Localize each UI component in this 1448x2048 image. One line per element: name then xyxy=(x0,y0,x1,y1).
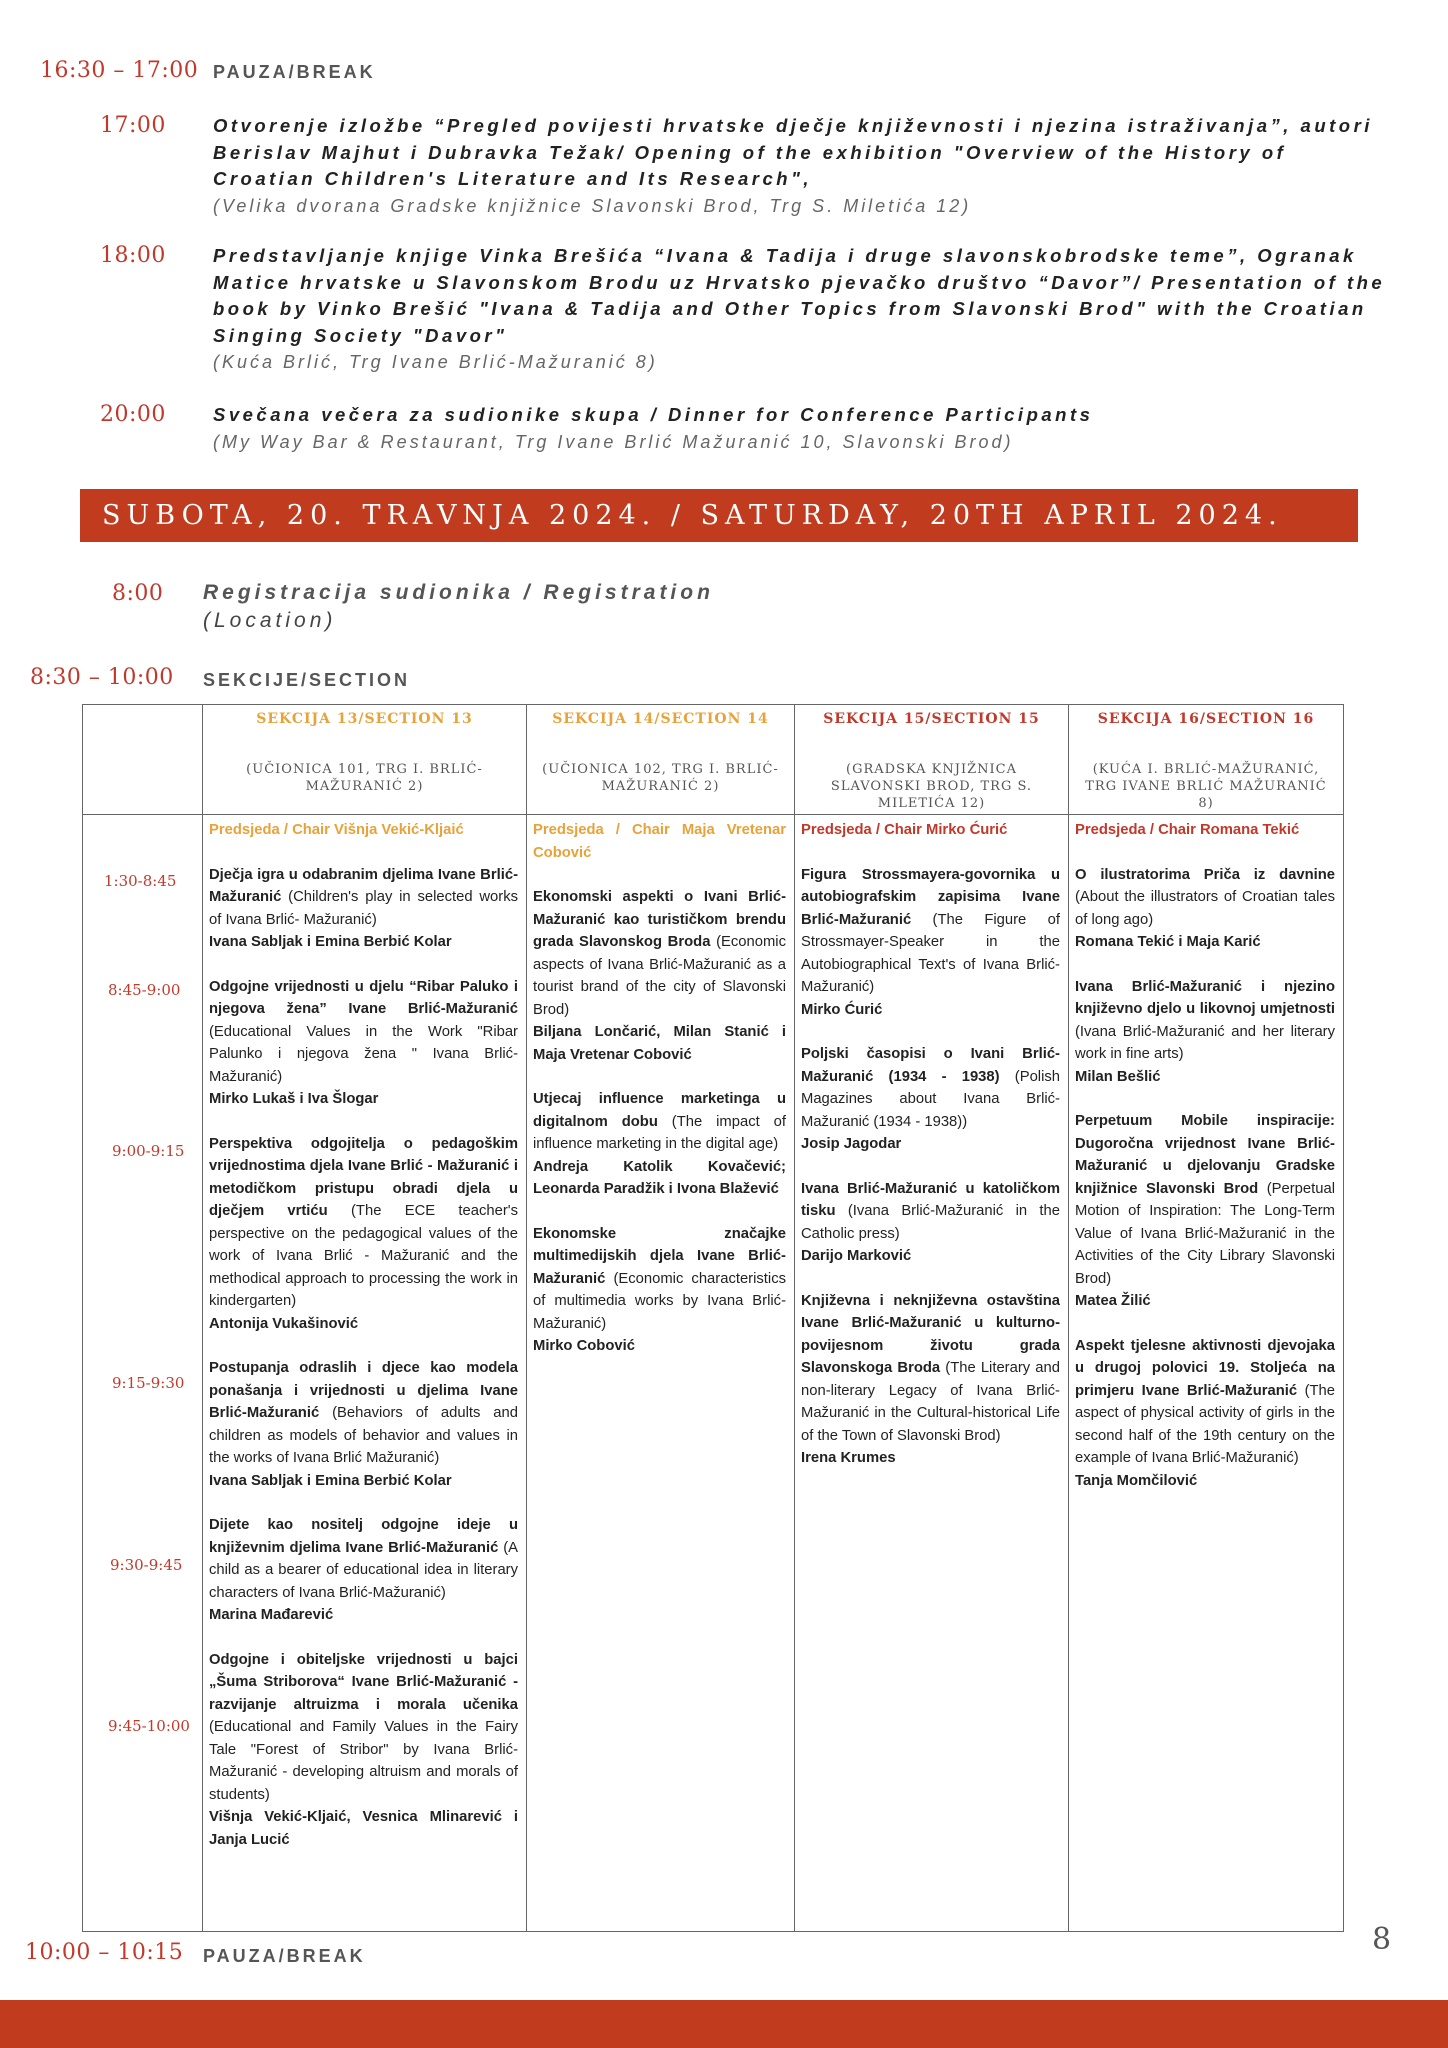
talk-desc: (The Figure of Strossmayer-Speaker in the Autobiographical Text's of Ivana Brlić-Mažuranić) xyxy=(801,911,1060,995)
talk-desc: (Educational Values in the Work "Ribar Palunko i njegova žena " Ivana Brlić-Mažuranić) xyxy=(209,1023,518,1085)
talk-desc: (Behaviors of adults and children as models of behavior and values in the works of Ivana Brlić Mažuranić) xyxy=(209,1405,518,1466)
talk-authors: Matea Žilić xyxy=(1075,1293,1151,1309)
break-label: PAUZA/BREAK xyxy=(203,1946,366,1966)
talk-desc: (The impact of influence marketing in the digital age) xyxy=(533,1113,786,1152)
talk-title: Figura Strossmayera-govornika u autobiografskim zapisima Ivane Brlić-Mažuranić xyxy=(801,866,1060,928)
talk-item xyxy=(209,864,518,954)
talk-desc: (Polish Magazines about Ivana Brlić-Mažuranić (1934 - 1938)) xyxy=(801,1068,1061,1130)
section-16-header xyxy=(1069,705,1344,815)
sections-table xyxy=(82,704,1344,1932)
registration-label: Registracija sudionika / Registration xyxy=(203,581,714,604)
talk-title: Perpetuum Mobile inspiracije: Dugoročna vrijednost Ivane Brlić-Mažuranić u djelovanju Gradske knjižnice Slavonski Brod xyxy=(1075,1113,1335,1197)
talk-item xyxy=(209,976,518,1111)
page-number: 8 xyxy=(1372,1922,1392,1957)
talk-desc: (Ivana Brlić-Mažuranić in the Catholic press) xyxy=(801,1203,1060,1242)
talk-authors: Mirko Ćurić xyxy=(801,1001,883,1018)
talk-desc: (About the illustrators of Croatian tales of long ago) xyxy=(1075,889,1335,928)
section-14-column xyxy=(527,815,795,1932)
talk-authors: Antonija Vukašinović xyxy=(209,1315,359,1332)
talk-title: Ekonomski aspekti o Ivani Brlić-Mažuranić kao turističkom brendu grada Slavonskog Broda xyxy=(533,889,786,950)
event-title: Predstavljanje knjige Vinka Brešića “Ivana & Tadija i druge slavonskobrodske teme”, Ogranak Matice hrvatske u Slavonskom Brodu uz Hrvatsko pjevačko društvo “Davor”/ Presentation of the book by Vinko Brešić "Ivana & Tadija and Other Topics from Slavonski Brod" with the Croatian Singing Society "Davor" xyxy=(213,245,1386,346)
talk-authors: Irena Krumes xyxy=(801,1450,896,1466)
section-room: (GRADSKA KNJIŽNICA SLAVONSKI BROD, TRG S. MILETIĆA 12) xyxy=(830,762,1033,811)
talk-authors: Tanja Momčilović xyxy=(1075,1472,1198,1489)
talk-item xyxy=(209,1133,518,1336)
section-room: (UČIONICA 101, TRG I. BRLIĆ-MAŽURANIĆ 2) xyxy=(246,762,483,794)
talk-title: Dijete kao nositelj odgojne ideje u književnim djelima Ivane Brlić-Mažuranić xyxy=(209,1517,518,1556)
talk-item xyxy=(209,1357,518,1492)
talk-authors: Andreja Katolik Kovačević; Leonarda Paradžik i Ivona Blažević xyxy=(533,1158,786,1197)
event-exhibition xyxy=(213,113,1393,219)
talk-item xyxy=(1075,864,1335,954)
talk-desc: (Ivana Brlić-Mažuranić and her literary work in fine arts) xyxy=(1075,1023,1335,1062)
talk-item xyxy=(533,1088,786,1201)
registration-time: 8:00 xyxy=(112,581,164,606)
section-15-header xyxy=(795,705,1069,815)
talk-authors: Biljana Lončarić, Milan Stanić i Maja Vretenar Cobović xyxy=(533,1024,786,1063)
talk-title: Ivana Brlić-Mažuranić i njezino književno djelo u likovnoj umjetnosti xyxy=(1075,978,1335,1017)
event-location: (Velika dvorana Gradske knjižnice Slavonski Brod, Trg S. Miletića 12) xyxy=(213,195,972,216)
chair: Predsjeda / Chair Višnja Vekić-Kljaić xyxy=(209,822,464,838)
talk-title: Perspektiva odgojitelja o pedagoškim vrijednostima djela Ivane Brlić - Mažuranić i metodičkom pristupu obradi djela u dječjem vrtiću xyxy=(209,1135,518,1219)
break-label: PAUZA/BREAK xyxy=(213,62,376,82)
talk-desc: (Educational and Family Values in the Fairy Tale "Forest of Stribor" by Ivana Brlić-Mažuranić - developing altruism and morals of students) xyxy=(209,1719,518,1803)
talk-item xyxy=(1075,976,1335,1089)
chair: Predsjeda / Chair Romana Tekić xyxy=(1075,822,1300,838)
registration-location: (Location) xyxy=(203,609,337,632)
talk-authors: Marina Mađarević xyxy=(209,1607,334,1623)
day-banner: SUBOTA, 20. TRAVNJA 2024. / SATURDAY, 20TH APRIL 2024. xyxy=(80,489,1358,542)
talk-item xyxy=(801,864,1060,1022)
time-header-cell xyxy=(83,705,203,815)
section-title: SEKCIJA 16/SECTION 16 xyxy=(1097,711,1315,727)
talk-item xyxy=(801,1043,1060,1156)
event-location: (Kuća Brlić, Trg Ivane Brlić-Mažuranić 8) xyxy=(213,352,658,372)
talk-authors: Ivana Sabljak i Emina Berbić Kolar xyxy=(209,934,452,950)
talk-title: O ilustratorima Priča iz davnine xyxy=(1075,866,1335,883)
section-13-header xyxy=(203,705,527,815)
event-book-presentation xyxy=(213,243,1393,376)
talk-item xyxy=(801,1178,1060,1268)
talk-desc: (The aspect of physical activity of girls in the second half of the 19th century on the example of Ivana Brlić-Mažuranić) xyxy=(1075,1382,1335,1466)
section-title: SEKCIJA 14/SECTION 14 xyxy=(552,711,769,727)
section-16-column xyxy=(1069,815,1344,1932)
talk-title: Dječja igra u odabranim djelima Ivane Brlić-Mažuranić xyxy=(209,866,518,905)
event-dinner xyxy=(213,402,1393,455)
event-time: 20:00 xyxy=(100,402,166,427)
talk-item xyxy=(533,886,786,1066)
talk-desc: (Economic aspects of Ivana Brlić-Mažuranić as a tourist brand of the city of Slavonski Brod) xyxy=(533,934,786,1018)
talk-authors: Višnja Vekić-Kljaić, Vesnica Mlinarević i Janja Lucić xyxy=(209,1809,518,1848)
talk-item xyxy=(1075,1335,1335,1493)
time-slot: 9:15-9:30 xyxy=(112,1374,185,1392)
talk-title: Književna i neknjiževna ostavština Ivane Brlić-Mažuranić u kulturno-povijesnom životu grada Slavonskoga Broda xyxy=(801,1292,1060,1376)
talk-title: Ekonomske značajke multimedijskih djela Ivane Brlić- Mažuranić xyxy=(533,1225,786,1287)
talk-item xyxy=(533,1223,786,1358)
talk-item xyxy=(209,1514,518,1627)
table-header-row xyxy=(83,705,1344,815)
talk-authors: Darijo Marković xyxy=(801,1248,912,1264)
chair: Predsjeda / Chair Mirko Ćurić xyxy=(801,822,1008,838)
break-time: 16:30 – 17:00 xyxy=(40,58,199,83)
talk-title: Odgojne i obiteljske vrijednosti u bajci „Šuma Striborova“ Ivane Brlić-Mažuranić - razvijanje altruizma i morala učenika xyxy=(209,1651,518,1713)
footer-bar xyxy=(0,2000,1448,2048)
event-time: 17:00 xyxy=(100,113,166,138)
section-13-column xyxy=(203,815,527,1932)
time-slot: 9:30-9:45 xyxy=(110,1556,183,1574)
event-title: Otvorenje izložbe “Pregled povijesti hrvatske dječje književnosti i njezina istraživanja”, autori Berislav Majhut i Dubravka Težak/ Opening of the exhibition "Overview of the History of Croatian Children's Literature and Its Research", xyxy=(213,115,1373,189)
talk-item xyxy=(209,1649,518,1852)
talk-desc: (The Literary and non-literary Legacy of Ivana Brlić-Mažuranić in the Cultural-historical Life of the Town of Slavonski Brod) xyxy=(801,1360,1060,1444)
time-slot: 8:45-9:00 xyxy=(108,981,181,999)
talk-title: Aspekt tjelesne aktivnosti djevojaka u drugoj polovici 19. Stoljeća na primjeru Ivane Brlić-Mažuranić xyxy=(1075,1337,1335,1399)
talk-authors: Milan Bešlić xyxy=(1075,1068,1161,1085)
table-body-row xyxy=(83,815,1344,1932)
section-room: (KUĆA I. BRLIĆ-MAŽURANIĆ, TRG IVANE BRLIĆ MAŽURANIĆ 8) xyxy=(1085,762,1327,811)
talk-title: Utjecaj influence marketinga u digitalnom dobu xyxy=(533,1091,786,1130)
talk-authors: Mirko Lukaš i Iva Šlogar xyxy=(209,1091,379,1107)
section-title: SEKCIJA 13/SECTION 13 xyxy=(256,711,473,727)
talk-item xyxy=(1075,1110,1335,1313)
talk-authors: Ivana Sabljak i Emina Berbić Kolar xyxy=(209,1472,452,1489)
talk-title: Poljski časopisi o Ivani Brlić-Mažuranić (1934 - 1938) xyxy=(801,1046,1060,1085)
talk-desc: (The ECE teacher's perspective on the pedagogical values of the work of Ivana Brlić - Mažuranić and the methodical approach to processing the work in kindergarten) xyxy=(209,1203,519,1309)
talk-desc: (Perpetual Motion of Inspiration: The Long-Term Value of Ivana Brlić-Mažuranić in the Activities of the City Library Slavonski Brod) xyxy=(1075,1180,1335,1287)
talk-desc: (A child as a bearer of educational idea in literary characters of Ivana Brlić-Mažuranić) xyxy=(209,1539,518,1601)
time-slot: 9:00-9:15 xyxy=(112,1142,185,1160)
break-time: 10:00 – 10:15 xyxy=(25,1940,184,1965)
session-label: SEKCIJE/SECTION xyxy=(203,670,411,690)
talk-desc: (Children's play in selected works of Ivana Brlić- Mažuranić) xyxy=(209,889,518,928)
section-15-column xyxy=(795,815,1069,1932)
chair: Predsjeda / Chair Maja Vretenar Cobović xyxy=(533,822,786,861)
talk-item xyxy=(801,1290,1060,1470)
event-title: Svečana večera za sudionike skupa / Dinner for Conference Participants xyxy=(213,404,1094,425)
session-time: 8:30 – 10:00 xyxy=(30,665,174,690)
section-14-header xyxy=(527,705,795,815)
talk-title: Odgojne vrijednosti u djelu “Ribar Paluko i njegova žena” Ivane Brlić-Mažuranić xyxy=(209,978,518,1017)
time-slot: 1:30-8:45 xyxy=(104,872,177,890)
event-time: 18:00 xyxy=(100,243,166,268)
time-slot: 9:45-10:00 xyxy=(108,1717,190,1735)
talk-desc: (Economic characteristics of multimedia works by Ivana Brlić- Mažuranić) xyxy=(533,1270,786,1332)
talk-title: Ivana Brlić-Mažuranić u katoličkom tisku xyxy=(801,1180,1060,1219)
section-title: SEKCIJA 15/SECTION 15 xyxy=(823,711,1040,727)
talk-authors: Romana Tekić i Maja Karić xyxy=(1075,934,1261,950)
talk-authors: Mirko Cobović xyxy=(533,1338,635,1354)
talk-authors: Josip Jagodar xyxy=(801,1136,902,1152)
talk-title: Postupanja odraslih i djece kao modela ponašanja i vrijednosti u djelima Ivane Brlić-Mažuranić xyxy=(209,1360,518,1421)
event-location: (My Way Bar & Restaurant, Trg Ivane Brlić Mažuranić 10, Slavonski Brod) xyxy=(213,431,1014,452)
registration xyxy=(203,579,714,635)
section-room: (UČIONICA 102, TRG I. BRLIĆ-MAŽURANIĆ 2) xyxy=(542,762,779,794)
